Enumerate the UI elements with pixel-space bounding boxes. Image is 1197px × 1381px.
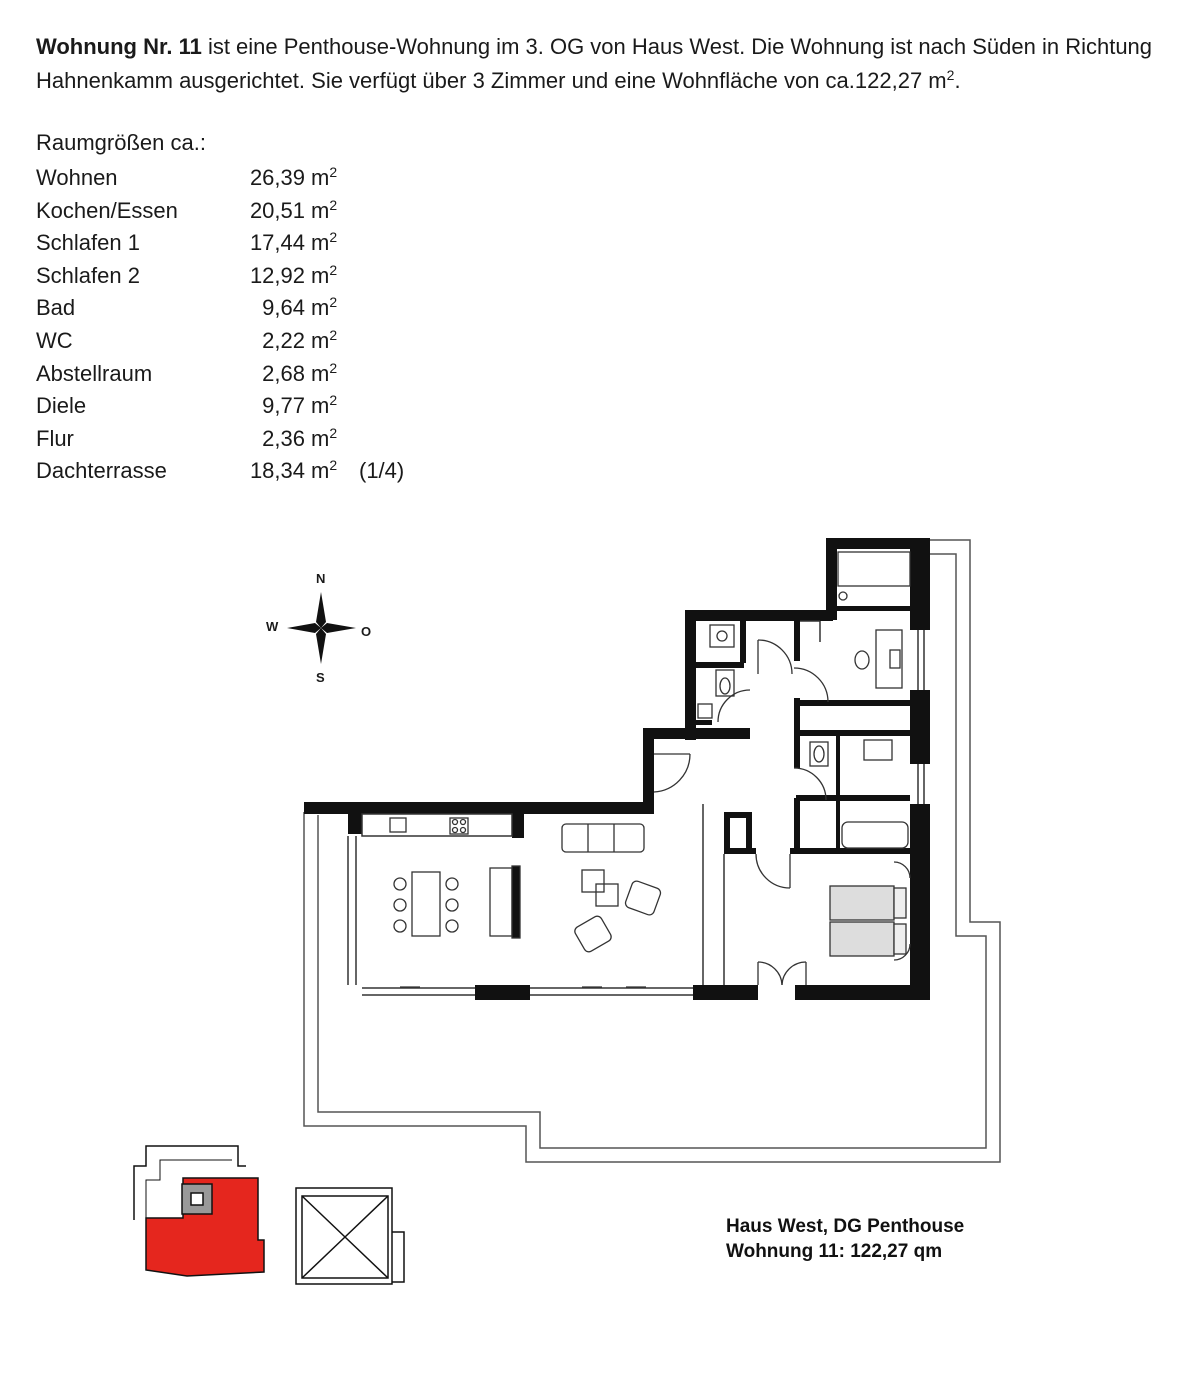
unit: m bbox=[311, 458, 330, 484]
room-area: 26,39 bbox=[249, 165, 305, 190]
room-area: 17,44 bbox=[249, 230, 305, 256]
room-name: Diele bbox=[36, 393, 87, 419]
caption-apartment: Wohnung 11: 122,27 qm bbox=[726, 1241, 943, 1262]
unit-sup: 2 bbox=[329, 326, 338, 343]
unit-sup: 2 bbox=[329, 196, 338, 213]
location-key-plan bbox=[134, 1146, 264, 1276]
apartment-number: Wohnung Nr. 11 bbox=[36, 34, 202, 59]
caption-building: Haus West, DG Penthouse bbox=[726, 1216, 965, 1237]
intro-end: . bbox=[954, 68, 961, 93]
room-area: 2,22 bbox=[262, 327, 305, 353]
unit: m bbox=[311, 393, 330, 419]
room-name: Flur bbox=[36, 425, 74, 451]
room-area: 2,36 bbox=[262, 425, 305, 451]
living-furniture bbox=[400, 824, 662, 987]
unit-sup: 2 bbox=[329, 359, 338, 376]
unit: m bbox=[311, 165, 330, 190]
unit: m bbox=[311, 197, 330, 223]
room-name: Schlafen 1 bbox=[36, 230, 140, 256]
room-name: Dachterrasse bbox=[36, 458, 167, 484]
unit-sup: 2 bbox=[329, 294, 338, 311]
unit-sup: 2 bbox=[329, 457, 338, 474]
room-area: 18,34 bbox=[249, 458, 305, 484]
room-name: Kochen/Essen bbox=[36, 197, 178, 223]
unit-sup: 2 bbox=[329, 229, 338, 246]
unit: m bbox=[311, 425, 330, 451]
room-name: Wohnen bbox=[36, 165, 118, 190]
plan-caption bbox=[726, 1214, 964, 1264]
room-name: Bad bbox=[36, 295, 76, 321]
room-area: 9,64 bbox=[262, 295, 305, 321]
unit-sup: 2 bbox=[329, 164, 338, 180]
unit: m bbox=[311, 360, 330, 386]
compass-east-label: O bbox=[361, 624, 372, 639]
bedroom-furniture bbox=[830, 886, 906, 956]
room-area: 2,68 bbox=[262, 360, 305, 386]
intro-text: ist eine Penthouse-Wohnung im 3. OG von Haus West. Die Wohnung ist nach Süden in Richtung Hahnenkamm ausgerichtet. Sie verfügt über 3 Zimmer und eine Wohnfläche von ca.122,27 m bbox=[36, 34, 1153, 93]
unit: m bbox=[311, 295, 330, 321]
unit: m bbox=[311, 327, 330, 353]
room-name: Schlafen 2 bbox=[36, 262, 140, 288]
unit-sup: 2 bbox=[329, 392, 338, 409]
unit: m bbox=[311, 230, 330, 256]
unit-sup: 2 bbox=[329, 261, 338, 278]
compass-west-label: W bbox=[266, 619, 279, 634]
compass-south-label: S bbox=[316, 670, 325, 685]
rooms-title: Raumgrößen ca.: bbox=[36, 130, 206, 155]
room-name: Abstellraum bbox=[36, 360, 153, 386]
roof-key-plan bbox=[296, 1188, 404, 1284]
compass-north-label: N bbox=[316, 571, 326, 586]
room-area: 12,92 bbox=[249, 262, 305, 288]
room-area: 20,51 bbox=[249, 197, 305, 223]
room-note: (1/4) bbox=[359, 458, 405, 484]
intro-sup: 2 bbox=[946, 67, 955, 83]
room-area: 9,77 bbox=[262, 393, 305, 419]
unit-sup: 2 bbox=[329, 424, 338, 441]
room-name: WC bbox=[36, 327, 73, 353]
unit: m bbox=[311, 262, 330, 288]
